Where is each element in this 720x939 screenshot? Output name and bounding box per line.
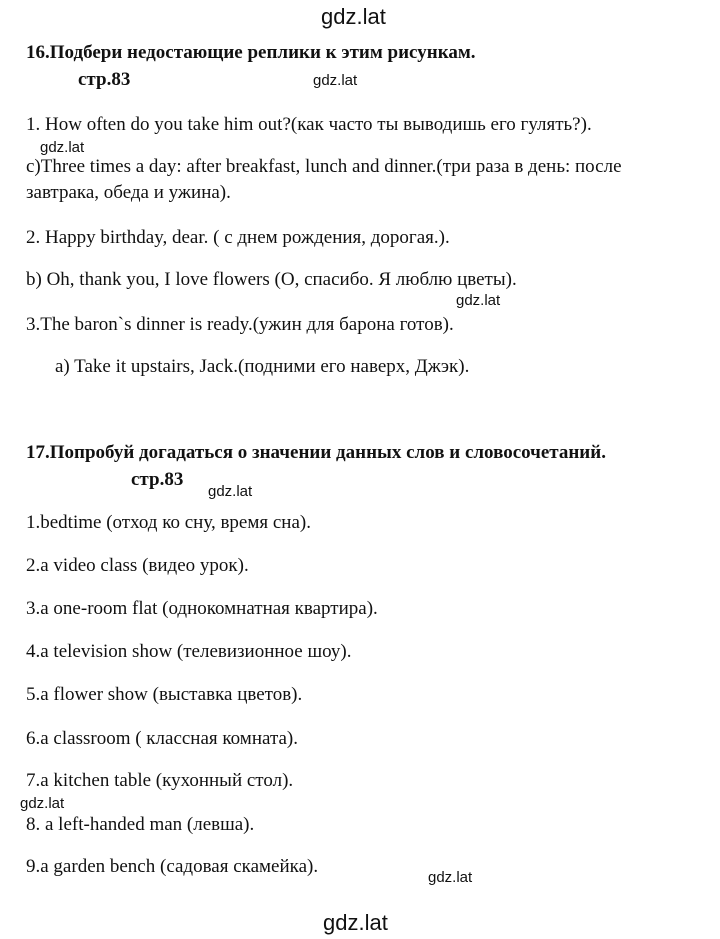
watermark-bottom: gdz.lat: [323, 910, 388, 935]
watermark: gdz.lat: [40, 139, 85, 156]
list-item: 6.a classroom ( классная комната).: [26, 728, 298, 749]
list-item: 3.a one-room flat (однокомнатная квартира).: [26, 598, 378, 619]
exercise-17-title: 17.Попробуй догадаться о значении данных слов и словосочетаний.: [26, 442, 606, 463]
list-item: 1.bedtime (отход ко сну, время сна).: [26, 512, 311, 533]
watermark-top: gdz.lat: [321, 4, 386, 29]
watermark: gdz.lat: [428, 869, 473, 886]
exercise-17-page-ref: стр.83: [131, 469, 184, 490]
list-item: 5.a flower show (выставка цветов).: [26, 684, 303, 705]
list-item: 8. a left-handed man (левша).: [26, 814, 255, 835]
watermark: gdz.lat: [313, 72, 358, 89]
watermark: gdz.lat: [208, 483, 253, 500]
exercise-16-page-ref: стр.83: [78, 69, 131, 90]
list-item: 9.a garden bench (садовая скамейка).: [26, 856, 319, 877]
list-item: 4.a television show (телевизионное шоу).: [26, 641, 352, 662]
exercise-16-title: 16.Подбери недостающие реплики к этим рисункам.: [26, 42, 476, 63]
watermark: gdz.lat: [20, 795, 65, 812]
list-item: 2.a video class (видео урок).: [26, 555, 249, 576]
watermark: gdz.lat: [456, 292, 501, 309]
dialogue-line: 3.The baron`s dinner is ready.(ужин для барона готов).: [26, 314, 454, 335]
dialogue-line: b) Oh, thank you, I love flowers (О, спасибо. Я люблю цветы).: [26, 269, 517, 290]
dialogue-line: 1. How often do you take him out?(как часто ты выводишь его гулять?).: [26, 114, 592, 135]
dialogue-line: завтрака, обеда и ужина).: [26, 182, 231, 203]
dialogue-line: c)Three times a day: after breakfast, lunch and dinner.(три раза в день: после: [26, 156, 622, 177]
dialogue-line: a) Take it upstairs, Jack.(подними его наверх, Джэк).: [55, 356, 470, 377]
list-item: 7.a kitchen table (кухонный стол).: [26, 770, 294, 791]
dialogue-line: 2. Happy birthday, dear. ( с днем рождения, дорогая.).: [26, 227, 450, 248]
